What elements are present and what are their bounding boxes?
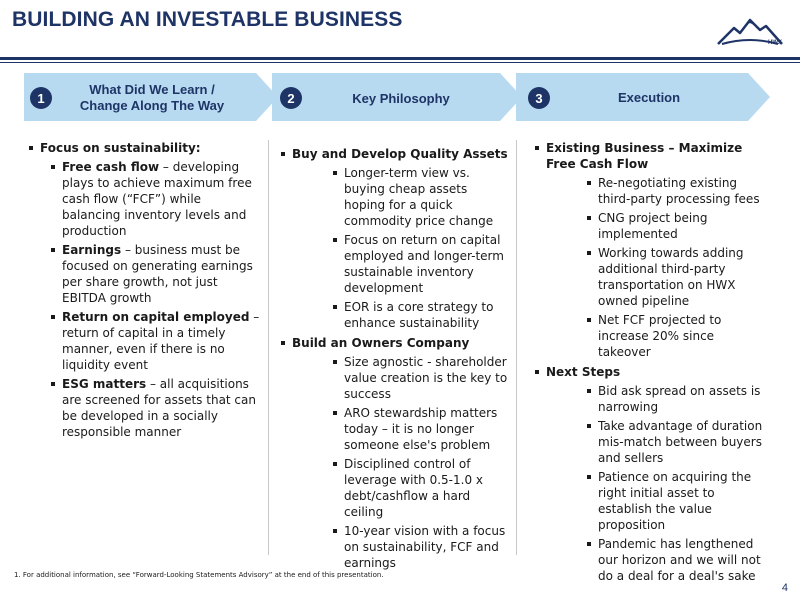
column-learnings	[28, 140, 262, 444]
step-1-label: What Did We Learn / Change Along The Way	[79, 82, 225, 113]
column-philosophy	[280, 146, 510, 575]
list-item: Return on capital employed – return of capital in a timely manner, even if there is no liquidity event	[50, 309, 262, 373]
list-item: Take advantage of duration mis-match between buyers and sellers	[586, 418, 764, 466]
footnote: 1. For additional information, see “Forward-Looking Statements Advisory” at the end of this presentation.	[14, 571, 384, 579]
list-item: EOR is a core strategy to enhance sustainability	[332, 299, 510, 331]
list-item: Net FCF projected to increase 20% since takeover	[586, 312, 764, 360]
list-item: Patience on acquiring the right initial asset to establish the value proposition	[586, 469, 764, 533]
page-title: BUILDING AN INVESTABLE BUSINESS	[12, 8, 403, 31]
step-2-label: Key Philosophy	[352, 91, 450, 106]
list-item: Disciplined control of leverage with 0.5-1.0 x debt/cashflow a hard ceiling	[332, 456, 510, 520]
list-item: Focus on return on capital employed and longer-term sustainable inventory development	[332, 232, 510, 296]
bullet-heading: Next Steps Bid ask spread on assets is narrowing Take advantage of duration mis-match between buyers and sellers Patience on acquiring the right initial asset to establish the value proposition Pandemic has lengthened our horizon and we will not do a deal for a deal's sake	[534, 364, 764, 584]
list-item: CNG project being implemented	[586, 210, 764, 242]
list-item: ARO stewardship matters today – it is no longer someone else's problem	[332, 405, 510, 453]
list-item: Longer-term view vs. buying cheap assets hoping for a quick commodity price change	[332, 165, 510, 229]
column-execution	[534, 140, 764, 588]
page-number: 4	[781, 582, 788, 594]
list-item: 10-year vision with a focus on sustainability, FCF and earnings	[332, 523, 510, 571]
step-3-number: 3	[528, 87, 550, 109]
list-item: Free cash flow – developing plays to achieve maximum free cash flow (“FCF”) while balancing inventory levels and production	[50, 159, 262, 239]
list-item: Bid ask spread on assets is narrowing	[586, 383, 764, 415]
step-2-number: 2	[280, 87, 302, 109]
list-item: Pandemic has lengthened our horizon and we will not do a deal for a deal's sake	[586, 536, 764, 584]
column-divider	[516, 140, 517, 555]
logo-text: HWX	[768, 40, 782, 46]
bullet-heading: Buy and Develop Quality Assets Longer-term view vs. buying cheap assets hoping for a quick commodity price change Focus on return on capital employed and longer-term sustainable inventory development EOR is a core strategy to enhance sustainability	[280, 146, 510, 331]
list-item: Working towards adding additional third-party transportation on HWX owned pipeline	[586, 245, 764, 309]
list-item: Earnings – business must be focused on generating earnings per share growth, not just EBITDA growth	[50, 242, 262, 306]
list-item: Re-negotiating existing third-party processing fees	[586, 175, 764, 207]
step-3-label: Execution	[617, 90, 681, 105]
header-rule-thin	[0, 62, 800, 63]
bullet-heading: Focus on sustainability: Free cash flow – developing plays to achieve maximum free cash flow (“FCF”) while balancing inventory levels and production Earnings – business must be focused on generating earnings per share growth, not just EBITDA growth Return on capital employed – return of capital in a timely manner, even if there is no liquidity event ESG matters – all acquisitions are screened for assets that can be developed in a socially responsible manner	[28, 140, 262, 440]
list-item: Size agnostic - shareholder value creation is the key to success	[332, 354, 510, 402]
bullet-heading: Existing Business – Maximize Free Cash Flow Re-negotiating existing third-party processing fees CNG project being implemented Working towards adding additional third-party transportation on HWX owned pipeline Net FCF projected to increase 20% since takeover	[534, 140, 764, 360]
step-1-number: 1	[30, 87, 52, 109]
header-rule	[0, 57, 800, 60]
column-divider	[268, 140, 269, 555]
list-item: ESG matters – all acquisitions are screened for assets that can be developed in a socially responsible manner	[50, 376, 262, 440]
bullet-heading: Build an Owners Company Size agnostic - shareholder value creation is the key to success ARO stewardship matters today – it is no longer someone else's problem Disciplined control of leverage with 0.5-1.0 x debt/cashflow a hard ceiling 10-year vision with a focus on sustainability, FCF and earnings	[280, 335, 510, 571]
